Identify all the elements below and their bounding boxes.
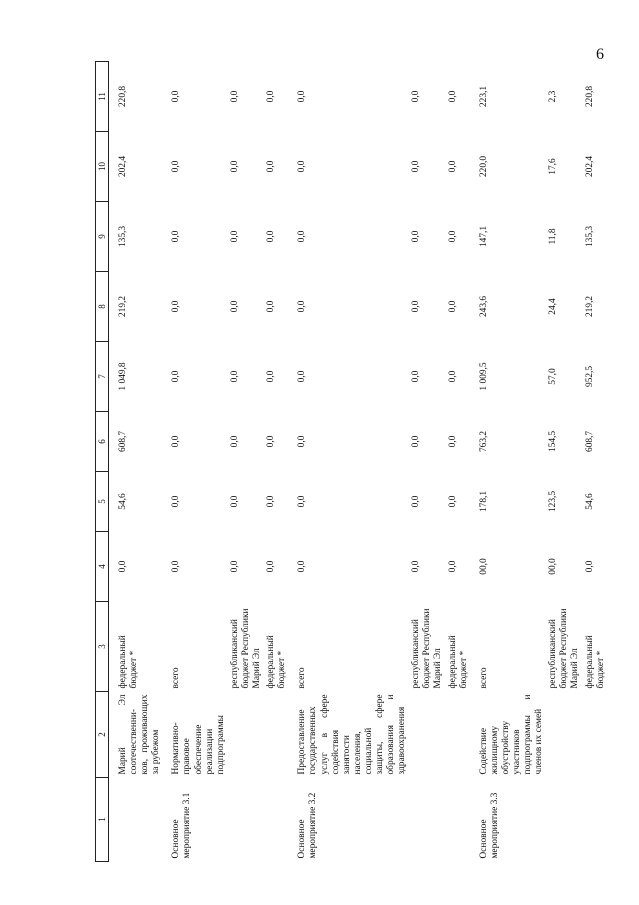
event-name-cell — [445, 778, 470, 862]
page-number: 6 — [596, 46, 604, 63]
table-row — [582, 62, 607, 862]
funding-source-cell: федеральный бюджет * — [118, 635, 140, 689]
value-cell-col-9: 0,0 — [171, 230, 182, 243]
table-row — [288, 62, 408, 862]
value-cell-col-11: 220,8 — [118, 85, 128, 108]
value-cell-col-11: 0,0 — [171, 90, 182, 103]
funding-source-cell: всего — [297, 667, 308, 689]
event-name-cell: Основное мероприятие 3.2 — [297, 792, 319, 859]
value-cell-col-4: 00,0 — [478, 558, 489, 575]
value-cell-col-8: 0,0 — [447, 300, 458, 313]
event-name-cell — [263, 778, 288, 862]
rotated-table-container — [95, 62, 606, 862]
column-header-6: 6 — [96, 412, 109, 472]
value-cell-col-10: 0,0 — [447, 160, 458, 173]
event-description-cell — [263, 692, 288, 778]
value-cell-col-11: 0,0 — [411, 90, 422, 103]
budget-table — [95, 61, 607, 862]
funding-source-cell: республиканский бюджет Республики Марий Эл — [411, 608, 444, 689]
value-cell-col-9: 0,0 — [447, 230, 458, 243]
value-cell-col-4: 0,0 — [266, 560, 277, 573]
value-cell-col-9: 135,3 — [584, 225, 595, 248]
value-cell-col-8: 219,2 — [584, 295, 595, 318]
value-cell-col-9: 11,8 — [548, 228, 559, 245]
event-description-cell: Предоставление государственных услуг в сфере содействия занятости населения, социальной защиты, сфере образования и здравоохранения — [297, 694, 408, 775]
event-description-cell: Марий Эл соотечественни-ков, проживающих за рубежом — [118, 694, 162, 775]
funding-source-cell: федеральный бюджет * — [266, 635, 288, 689]
value-cell-col-4: 0,0 — [411, 560, 422, 573]
event-name-cell — [545, 778, 581, 862]
funding-source-cell: федеральный бюджет * — [447, 635, 469, 689]
value-cell-col-7: 0,0 — [447, 370, 458, 383]
table-row — [545, 62, 581, 862]
value-cell-col-5: 0,0 — [266, 495, 277, 508]
value-cell-col-4: 0,0 — [118, 560, 128, 573]
event-description-cell: Содействие жилищному обустройству участников подпрограммы и членов их семей — [478, 694, 545, 775]
event-description-cell — [408, 692, 444, 778]
column-header-9: 9 — [96, 202, 109, 272]
column-header-11: 11 — [96, 62, 109, 132]
funding-source-cell: федеральный бюджет * — [584, 635, 606, 689]
column-number-header-row — [96, 62, 109, 862]
value-cell-col-7: 0,0 — [297, 370, 308, 383]
value-cell-col-9: 0,0 — [229, 230, 240, 243]
value-cell-col-6: 0,0 — [171, 435, 182, 448]
table-row — [263, 62, 288, 862]
event-name-cell — [227, 778, 263, 862]
value-cell-col-5: 0,0 — [411, 495, 422, 508]
value-cell-col-9: 0,0 — [266, 230, 277, 243]
column-header-10: 10 — [96, 132, 109, 202]
column-header-5: 5 — [96, 472, 109, 532]
value-cell-col-8: 0,0 — [297, 300, 308, 313]
value-cell-col-6: 0,0 — [297, 435, 308, 448]
table-row — [445, 62, 470, 862]
value-cell-col-6: 154,5 — [548, 430, 559, 453]
value-cell-col-5: 0,0 — [229, 495, 240, 508]
value-cell-col-4: 0,0 — [447, 560, 458, 573]
event-description-cell — [227, 692, 263, 778]
value-cell-col-8: 0,0 — [266, 300, 277, 313]
value-cell-col-6: 608,7 — [584, 430, 595, 453]
event-name-cell: Основное мероприятие 3.3 — [478, 792, 500, 859]
value-cell-col-5: 178,1 — [478, 490, 489, 513]
event-name-cell — [408, 778, 444, 862]
event-name-cell — [582, 778, 607, 862]
value-cell-col-5: 54,6 — [584, 493, 595, 510]
value-cell-col-10: 0,0 — [411, 160, 422, 173]
value-cell-col-5: 0,0 — [447, 495, 458, 508]
value-cell-col-6: 608,7 — [118, 430, 128, 453]
value-cell-col-6: 0,0 — [447, 435, 458, 448]
value-cell-col-10: 202,4 — [118, 155, 128, 178]
value-cell-col-10: 220,0 — [478, 155, 489, 178]
value-cell-col-11: 223,1 — [478, 85, 489, 108]
value-cell-col-7: 0,0 — [171, 370, 182, 383]
value-cell-col-4: 0,0 — [584, 560, 595, 573]
value-cell-col-11: 0,0 — [447, 90, 458, 103]
table-body — [109, 62, 607, 862]
value-cell-col-9: 0,0 — [297, 230, 308, 243]
value-cell-col-10: 0,0 — [171, 160, 182, 173]
value-cell-col-7: 0,0 — [229, 370, 240, 383]
value-cell-col-11: 220,8 — [584, 85, 595, 108]
value-cell-col-8: 219,2 — [118, 295, 128, 318]
column-header-2: 2 — [96, 692, 109, 778]
event-name-cell — [109, 778, 163, 862]
event-description-cell — [545, 692, 581, 778]
value-cell-col-5: 123,5 — [548, 490, 559, 513]
table-row — [109, 62, 163, 862]
table-row — [408, 62, 444, 862]
value-cell-col-6: 0,0 — [266, 435, 277, 448]
value-cell-col-7: 952,5 — [584, 365, 595, 388]
value-cell-col-11: 0,0 — [297, 90, 308, 103]
column-header-3: 3 — [96, 602, 109, 692]
value-cell-col-4: 00,0 — [548, 558, 559, 575]
value-cell-col-8: 24,4 — [548, 298, 559, 315]
value-cell-col-7: 0,0 — [266, 370, 277, 383]
event-name-cell: Основное мероприятие 3.1 — [171, 792, 193, 859]
value-cell-col-9: 147,1 — [478, 225, 489, 248]
funding-source-cell: республиканский бюджет Республики Марий Эл — [548, 608, 581, 689]
value-cell-col-8: 0,0 — [411, 300, 422, 313]
value-cell-col-8: 0,0 — [229, 300, 240, 313]
value-cell-col-7: 57,0 — [548, 368, 559, 385]
funding-source-cell: всего — [478, 667, 489, 689]
value-cell-col-10: 202,4 — [584, 155, 595, 178]
value-cell-col-4: 0,0 — [229, 560, 240, 573]
value-cell-col-8: 243,6 — [478, 295, 489, 318]
column-header-7: 7 — [96, 342, 109, 412]
value-cell-col-9: 135,3 — [118, 225, 128, 248]
event-description-cell — [582, 692, 607, 778]
value-cell-col-4: 0,0 — [171, 560, 182, 573]
value-cell-col-6: 0,0 — [411, 435, 422, 448]
table-row — [227, 62, 263, 862]
value-cell-col-10: 0,0 — [297, 160, 308, 173]
column-header-1: 1 — [96, 778, 109, 862]
value-cell-col-7: 1 049,8 — [118, 362, 128, 391]
value-cell-col-11: 0,0 — [266, 90, 277, 103]
value-cell-col-5: 0,0 — [297, 495, 308, 508]
value-cell-col-6: 0,0 — [229, 435, 240, 448]
value-cell-col-11: 2,3 — [548, 90, 559, 103]
column-header-8: 8 — [96, 272, 109, 342]
event-description-cell: Нормативно-правовое обеспечение реализации подпрограммы — [171, 715, 226, 775]
table-row — [470, 62, 546, 862]
value-cell-col-7: 1 009,5 — [478, 362, 489, 391]
value-cell-col-7: 0,0 — [411, 370, 422, 383]
value-cell-col-6: 763,2 — [478, 430, 489, 453]
value-cell-col-8: 0,0 — [171, 300, 182, 313]
table-row — [162, 62, 226, 862]
column-header-4: 4 — [96, 532, 109, 602]
value-cell-col-10: 0,0 — [266, 160, 277, 173]
funding-source-cell: всего — [171, 667, 182, 689]
value-cell-col-5: 0,0 — [171, 495, 182, 508]
value-cell-col-10: 0,0 — [229, 160, 240, 173]
funding-source-cell: республиканский бюджет Республики Марий Эл — [229, 608, 263, 689]
value-cell-col-11: 0,0 — [229, 90, 240, 103]
value-cell-col-5: 54,6 — [118, 493, 128, 510]
event-description-cell — [445, 692, 470, 778]
value-cell-col-4: 0,0 — [297, 560, 308, 573]
value-cell-col-9: 0,0 — [411, 230, 422, 243]
value-cell-col-10: 17,6 — [548, 158, 559, 175]
